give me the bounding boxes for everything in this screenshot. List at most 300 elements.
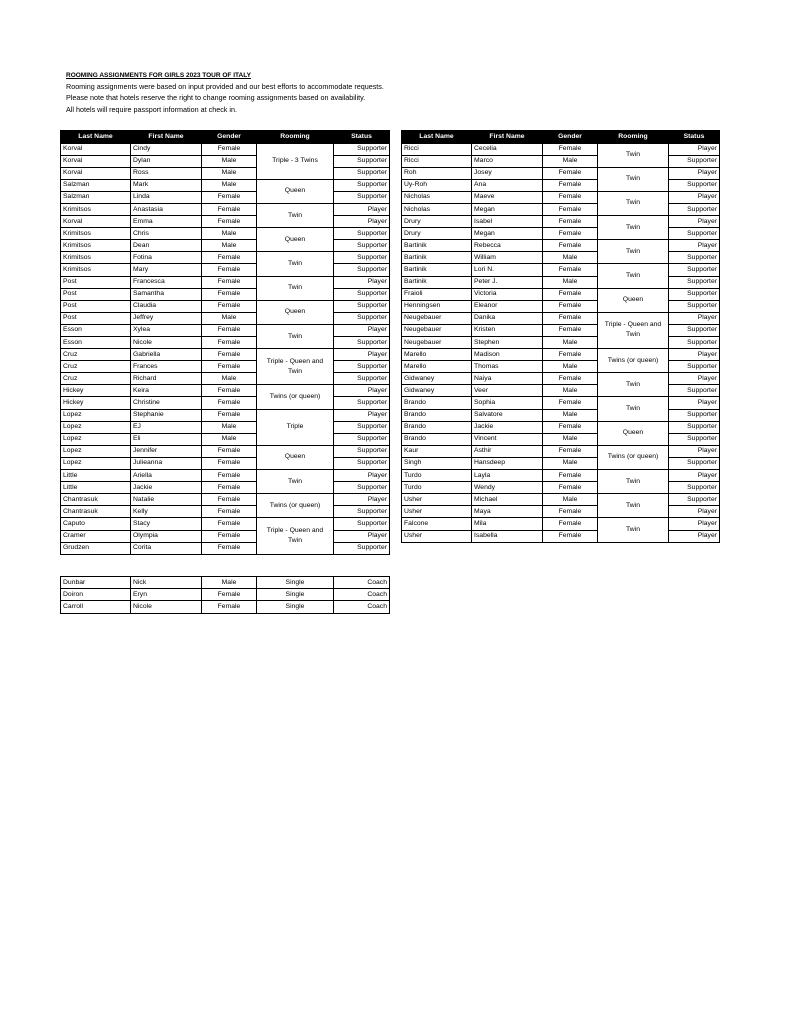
gender-cell: Female (202, 337, 257, 349)
table-row (61, 457, 390, 469)
status-cell: Player (669, 143, 720, 155)
status-cell: Player (334, 203, 390, 215)
gender-cell: Female (202, 288, 257, 300)
status-cell: Coach (334, 577, 390, 589)
table-row (61, 324, 390, 336)
last-name-cell: Cruz (61, 373, 131, 385)
rooming-cell: Triple - Queen and Twin (257, 518, 334, 554)
gender-cell: Female (543, 445, 598, 457)
first-name-cell: Nicole (131, 601, 202, 613)
gender-cell: Female (543, 203, 598, 215)
gender-cell: Female (202, 506, 257, 518)
status-cell: Player (669, 470, 720, 482)
rooming-cell: Twin (598, 397, 669, 421)
table-row (402, 312, 720, 324)
gender-cell: Female (543, 228, 598, 240)
last-name-cell: Post (61, 312, 131, 324)
status-cell: Player (669, 312, 720, 324)
table-row (402, 216, 720, 228)
last-name-cell: Neugebauer (402, 312, 472, 324)
status-cell: Supporter (669, 457, 720, 469)
table-row (61, 373, 390, 385)
table-row (402, 155, 720, 167)
last-name-cell: Drury (402, 216, 472, 228)
last-name-cell: Usher (402, 530, 472, 542)
rooming-cell: Twins (or queen) (598, 349, 669, 373)
first-name-cell: EJ (131, 421, 202, 433)
last-name-cell: Turdo (402, 482, 472, 494)
gender-cell: Female (202, 324, 257, 336)
table-row (402, 482, 720, 494)
gender-cell: Male (202, 312, 257, 324)
first-name-cell: Thomas (472, 361, 543, 373)
last-name-cell: Cruz (61, 361, 131, 373)
gender-cell: Female (543, 179, 598, 191)
rooming-cell: Twin (598, 191, 669, 215)
coach-table-body (61, 577, 390, 614)
first-name-cell: Dylan (131, 155, 202, 167)
status-cell: Supporter (334, 143, 390, 155)
first-name-cell: Francesca (131, 276, 202, 288)
gender-cell: Female (543, 470, 598, 482)
last-name-cell: Esson (61, 324, 131, 336)
status-cell: Supporter (669, 482, 720, 494)
status-cell: Player (334, 409, 390, 421)
status-cell: Supporter (669, 337, 720, 349)
gender-cell: Female (543, 191, 598, 203)
last-name-cell: Lopez (61, 445, 131, 457)
gender-cell: Female (202, 264, 257, 276)
gender-cell: Female (543, 324, 598, 336)
rooming-cell: Twin (598, 518, 669, 542)
last-name-cell: Korval (61, 167, 131, 179)
last-name-cell: Korval (61, 216, 131, 228)
status-cell: Supporter (669, 179, 720, 191)
status-cell: Supporter (669, 494, 720, 506)
gender-cell: Female (202, 482, 257, 494)
status-cell: Player (334, 530, 390, 542)
table-row (402, 457, 720, 469)
status-cell: Player (334, 470, 390, 482)
status-cell: Player (669, 373, 720, 385)
header-row (402, 131, 720, 144)
rooming-cell: Queen (257, 300, 334, 324)
first-name-cell: Nicole (131, 337, 202, 349)
table-row (61, 470, 390, 482)
status-cell: Player (669, 445, 720, 457)
gender-cell: Male (202, 228, 257, 240)
table-row (402, 167, 720, 179)
last-name-cell: Nicholas (402, 203, 472, 215)
status-cell: Player (669, 349, 720, 361)
rooming-cell: Queen (257, 228, 334, 252)
rooming-cell: Twins (or queen) (598, 445, 669, 469)
table-row (402, 518, 720, 530)
table-row (402, 373, 720, 385)
table-row (402, 252, 720, 264)
table-row (61, 143, 390, 155)
note-line-3: All hotels will require passport information at check in. (66, 104, 237, 114)
table-row (61, 155, 390, 167)
first-name-cell: Chris (131, 228, 202, 240)
rooming-cell: Triple (257, 409, 334, 445)
last-name-cell: Salzman (61, 179, 131, 191)
gender-cell: Female (202, 203, 257, 215)
last-name-cell: Bartinik (402, 240, 472, 252)
table-row (61, 506, 390, 518)
table-row (402, 143, 720, 155)
last-name-cell: Bartinik (402, 276, 472, 288)
status-cell: Supporter (334, 240, 390, 252)
rooming-cell: Single (257, 577, 334, 589)
last-name-cell: Henningsen (402, 300, 472, 312)
first-name-cell: Danika (472, 312, 543, 324)
table-row (402, 445, 720, 457)
last-name-cell: Cruz (61, 349, 131, 361)
table-row (61, 300, 390, 312)
first-name-cell: Anastasia (131, 203, 202, 215)
table-row (61, 530, 390, 542)
last-name-cell: Krimitsos (61, 203, 131, 215)
rooming-cell: Twins (or queen) (257, 385, 334, 409)
table-row (61, 577, 390, 589)
first-name-cell: Stacy (131, 518, 202, 530)
status-cell: Supporter (334, 482, 390, 494)
gender-cell: Female (202, 191, 257, 203)
col-status: Status (334, 131, 390, 144)
gender-cell: Female (202, 252, 257, 264)
status-cell: Player (669, 506, 720, 518)
last-name-cell: Gidwaney (402, 385, 472, 397)
table-row (61, 589, 390, 601)
table-row (61, 601, 390, 613)
gender-cell: Female (543, 397, 598, 409)
status-cell: Player (334, 216, 390, 228)
last-name-cell: Roh (402, 167, 472, 179)
last-name-cell: Grudzen (61, 542, 131, 554)
status-cell: Supporter (334, 191, 390, 203)
first-name-cell: Ana (472, 179, 543, 191)
table-row (402, 179, 720, 191)
col-first-name: First Name (131, 131, 202, 144)
first-name-cell: Eleanor (472, 300, 543, 312)
table-row (61, 337, 390, 349)
first-name-cell: William (472, 252, 543, 264)
last-name-cell: Gidwaney (402, 373, 472, 385)
first-name-cell: Mila (472, 518, 543, 530)
status-cell: Player (669, 397, 720, 409)
gender-cell: Male (202, 373, 257, 385)
first-name-cell: Maya (472, 506, 543, 518)
document-header (66, 71, 486, 115)
first-name-cell: Corita (131, 542, 202, 554)
first-name-cell: Christine (131, 397, 202, 409)
first-name-cell: Kristen (472, 324, 543, 336)
status-cell: Supporter (669, 385, 720, 397)
last-name-cell: Esson (61, 337, 131, 349)
gender-cell: Female (543, 373, 598, 385)
table-row (61, 276, 390, 288)
note-line-1: Rooming assignments were based on input provided and our best efforts to accommodate requests. (66, 82, 384, 91)
table-row (61, 191, 390, 203)
first-name-cell: Olympia (131, 530, 202, 542)
table-row (61, 216, 390, 228)
table-row (61, 433, 390, 445)
gender-cell: Male (543, 252, 598, 264)
first-name-cell: Layla (472, 470, 543, 482)
first-name-cell: Isabel (472, 216, 543, 228)
first-name-cell: Stephanie (131, 409, 202, 421)
first-name-cell: Victoria (472, 288, 543, 300)
rooming-cell: Twins (or queen) (257, 494, 334, 518)
last-name-cell: Turdo (402, 470, 472, 482)
last-name-cell: Krimitsos (61, 252, 131, 264)
gender-cell: Female (543, 167, 598, 179)
status-cell: Supporter (334, 179, 390, 191)
status-cell: Supporter (334, 312, 390, 324)
first-name-cell: Natalie (131, 494, 202, 506)
table-row (61, 179, 390, 191)
rooming-cell: Triple - Queen and Twin (257, 349, 334, 385)
gender-cell: Female (543, 349, 598, 361)
gender-cell: Female (202, 216, 257, 228)
last-name-cell: Lopez (61, 457, 131, 469)
rooming-table-left (60, 130, 390, 555)
last-name-cell: Singh (402, 457, 472, 469)
status-cell: Player (669, 191, 720, 203)
status-cell: Supporter (669, 433, 720, 445)
status-cell: Supporter (334, 361, 390, 373)
first-name-cell: Jennifer (131, 445, 202, 457)
first-name-cell: Dean (131, 240, 202, 252)
rooming-cell: Twin (598, 470, 669, 494)
coach-table (60, 576, 390, 614)
rooming-cell: Twin (598, 373, 669, 397)
first-name-cell: Claudia (131, 300, 202, 312)
gender-cell: Male (543, 385, 598, 397)
last-name-cell: Uy-Roh (402, 179, 472, 191)
first-name-cell: Stephen (472, 337, 543, 349)
status-cell: Supporter (334, 433, 390, 445)
last-name-cell: Kaur (402, 445, 472, 457)
last-name-cell: Post (61, 288, 131, 300)
gender-cell: Male (543, 409, 598, 421)
first-name-cell: Jackie (472, 421, 543, 433)
first-name-cell: Lori N. (472, 264, 543, 276)
gender-cell: Male (543, 494, 598, 506)
status-cell: Supporter (669, 228, 720, 240)
first-name-cell: Salvatore (472, 409, 543, 421)
gender-cell: Female (543, 264, 598, 276)
last-name-cell: Brando (402, 397, 472, 409)
rooming-cell: Queen (598, 421, 669, 445)
rooming-cell: Triple - Queen and Twin (598, 312, 669, 348)
last-name-cell: Bartinik (402, 264, 472, 276)
last-name-cell: Korval (61, 143, 131, 155)
gender-cell: Female (543, 421, 598, 433)
first-name-cell: Nick (131, 577, 202, 589)
first-name-cell: Emma (131, 216, 202, 228)
gender-cell: Male (202, 167, 257, 179)
gender-cell: Male (543, 276, 598, 288)
last-name-cell: Krimitsos (61, 228, 131, 240)
status-cell: Supporter (669, 288, 720, 300)
last-name-cell: Ricci (402, 143, 472, 155)
first-name-cell: Jeffrey (131, 312, 202, 324)
first-name-cell: Mark (131, 179, 202, 191)
status-cell: Supporter (334, 167, 390, 179)
status-cell: Player (669, 518, 720, 530)
first-name-cell: Eli (131, 433, 202, 445)
rooming-cell: Queen (257, 179, 334, 203)
table-row (61, 264, 390, 276)
table-row (61, 361, 390, 373)
gender-cell: Female (543, 300, 598, 312)
table-row (61, 542, 390, 554)
last-name-cell: Ricci (402, 155, 472, 167)
status-cell: Supporter (334, 457, 390, 469)
note-line-2: Please note that hotels reserve the right to change rooming assignments based on availability. (66, 93, 366, 103)
table-row (402, 300, 720, 312)
status-cell: Supporter (334, 288, 390, 300)
first-name-cell: Samantha (131, 288, 202, 300)
status-cell: Player (334, 324, 390, 336)
table-row (61, 252, 390, 264)
status-cell: Player (334, 385, 390, 397)
rooming-cell: Twin (598, 240, 669, 264)
table-row (61, 397, 390, 409)
status-cell: Player (669, 216, 720, 228)
first-name-cell: Hansdeep (472, 457, 543, 469)
rooming-cell: Single (257, 601, 334, 613)
first-name-cell: Vincent (472, 433, 543, 445)
gender-cell: Female (202, 470, 257, 482)
status-cell: Supporter (334, 506, 390, 518)
gender-cell: Female (202, 361, 257, 373)
first-name-cell: Megan (472, 228, 543, 240)
last-name-cell: Hickey (61, 385, 131, 397)
first-name-cell: Sophia (472, 397, 543, 409)
table-row (402, 324, 720, 336)
rooming-cell: Queen (598, 288, 669, 312)
table-row (402, 494, 720, 506)
col-last-name: Last Name (402, 131, 472, 144)
status-cell: Supporter (334, 445, 390, 457)
table-row (61, 288, 390, 300)
first-name-cell: Richard (131, 373, 202, 385)
status-cell: Supporter (669, 155, 720, 167)
rooming-cell: Twin (598, 264, 669, 288)
last-name-cell: Falcone (402, 518, 472, 530)
status-cell: Supporter (669, 252, 720, 264)
last-name-cell: Doiron (61, 589, 131, 601)
table-row (402, 288, 720, 300)
gender-cell: Male (543, 457, 598, 469)
status-cell: Player (334, 349, 390, 361)
gender-cell: Female (543, 240, 598, 252)
table-row (61, 312, 390, 324)
last-name-cell: Post (61, 300, 131, 312)
gender-cell: Male (543, 433, 598, 445)
gender-cell: Female (202, 349, 257, 361)
table-row (402, 276, 720, 288)
last-name-cell: Marello (402, 361, 472, 373)
last-name-cell: Neugebauer (402, 337, 472, 349)
gender-cell: Male (543, 155, 598, 167)
gender-cell: Male (202, 240, 257, 252)
status-cell: Supporter (669, 409, 720, 421)
rooming-cell: Twin (257, 324, 334, 348)
last-name-cell: Neugebauer (402, 324, 472, 336)
col-rooming: Rooming (257, 131, 334, 144)
status-cell: Supporter (669, 300, 720, 312)
table-row (402, 530, 720, 542)
first-name-cell: Frances (131, 361, 202, 373)
gender-cell: Male (202, 155, 257, 167)
rooming-cell: Triple - 3 Twins (257, 143, 334, 179)
table-row (61, 240, 390, 252)
last-name-cell: Lopez (61, 433, 131, 445)
table-row (402, 349, 720, 361)
gender-cell: Female (202, 445, 257, 457)
status-cell: Player (334, 276, 390, 288)
first-name-cell: Marco (472, 155, 543, 167)
gender-cell: Female (202, 589, 257, 601)
rooming-cell: Twin (257, 252, 334, 276)
table-row (402, 470, 720, 482)
status-cell: Player (669, 240, 720, 252)
table-row (402, 409, 720, 421)
rooming-cell: Twin (257, 276, 334, 300)
last-name-cell: Krimitsos (61, 240, 131, 252)
status-cell: Player (669, 530, 720, 542)
first-name-cell: Jackie (131, 482, 202, 494)
last-name-cell: Bartinik (402, 252, 472, 264)
gender-cell: Male (202, 577, 257, 589)
gender-cell: Male (202, 433, 257, 445)
status-cell: Supporter (334, 228, 390, 240)
gender-cell: Female (202, 542, 257, 554)
first-name-cell: Linda (131, 191, 202, 203)
status-cell: Supporter (334, 421, 390, 433)
table-row (402, 385, 720, 397)
last-name-cell: Marello (402, 349, 472, 361)
gender-cell: Female (202, 143, 257, 155)
table-row (61, 203, 390, 215)
last-name-cell: Little (61, 482, 131, 494)
table-row (402, 203, 720, 215)
gender-cell: Female (202, 601, 257, 613)
last-name-cell: Krimitsos (61, 264, 131, 276)
table-row (61, 421, 390, 433)
first-name-cell: Eryn (131, 589, 202, 601)
first-name-cell: Naiya (472, 373, 543, 385)
table-row (402, 421, 720, 433)
status-cell: Supporter (334, 518, 390, 530)
rooming-cell: Twin (598, 494, 669, 518)
status-cell: Supporter (669, 264, 720, 276)
gender-cell: Female (202, 518, 257, 530)
first-name-cell: Ariella (131, 470, 202, 482)
header-row (61, 131, 390, 144)
status-cell: Player (334, 494, 390, 506)
document-title: ROOMING ASSIGNMENTS FOR GIRLS 2023 TOUR OF ITALY (66, 72, 251, 79)
last-name-cell: Caputo (61, 518, 131, 530)
last-name-cell: Brando (402, 433, 472, 445)
last-name-cell: Nicholas (402, 191, 472, 203)
first-name-cell: Peter J. (472, 276, 543, 288)
table-row (61, 228, 390, 240)
